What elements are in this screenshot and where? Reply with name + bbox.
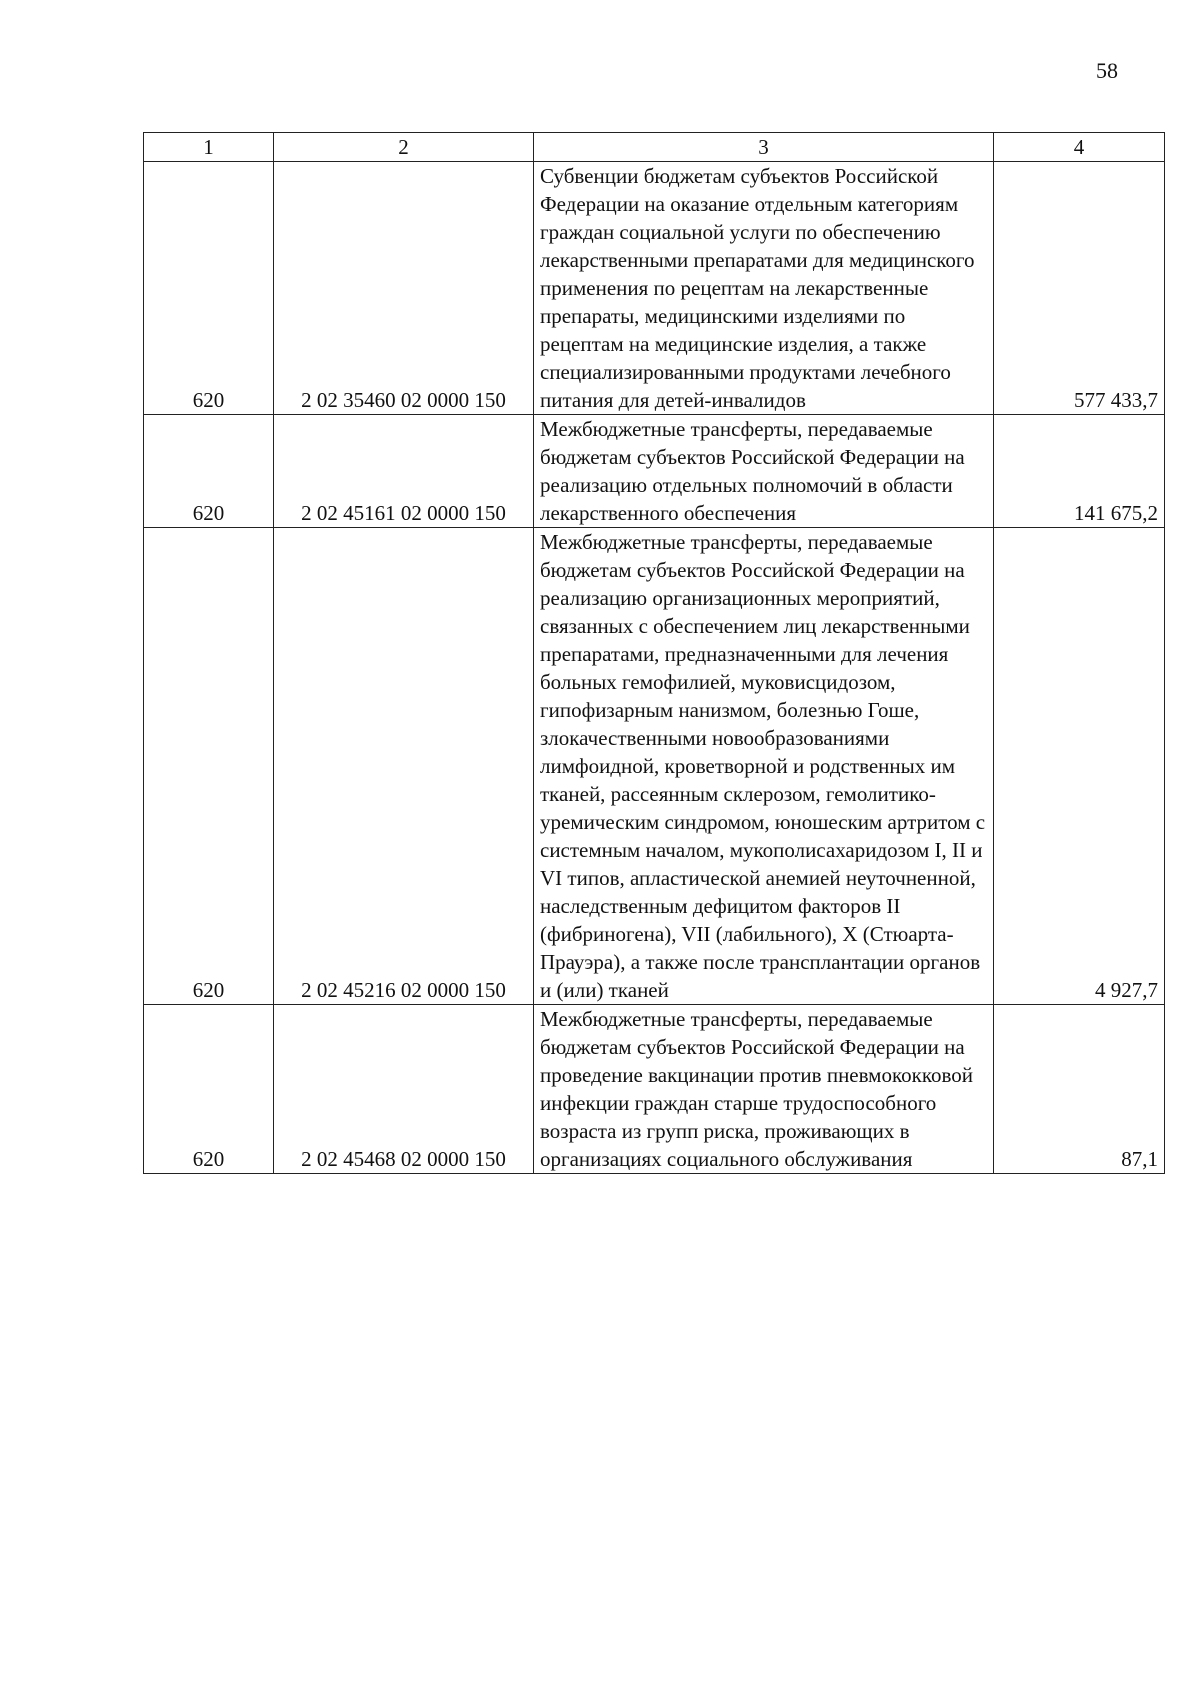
column-header: 3 bbox=[534, 133, 994, 162]
amount-cell: 87,1 bbox=[994, 1005, 1165, 1174]
amount-cell: 4 927,7 bbox=[994, 528, 1165, 1005]
budget-classification-code-cell: 2 02 35460 02 0000 150 bbox=[274, 162, 534, 415]
budget-revenue-table bbox=[143, 132, 1165, 1174]
revenue-name-cell: Межбюджетные трансферты, передаваемые бюджетам субъектов Российской Федерации на проведение вакцинации против пневмококковой инфекции граждан старше трудоспособного возраста из групп риска, проживающих в организациях социального обслуживания bbox=[534, 1005, 994, 1174]
amount-cell: 141 675,2 bbox=[994, 415, 1165, 528]
amount-cell: 577 433,7 bbox=[994, 162, 1165, 415]
column-header: 4 bbox=[994, 133, 1165, 162]
administrator-code-cell: 620 bbox=[144, 1005, 274, 1174]
revenue-name-cell: Субвенции бюджетам субъектов Российской Федерации на оказание отдельным категориям граждан социальной услуги по обеспечению лекарственными препаратами для медицинского применения по рецептам на лекарственные препараты, медицинскими изделиями по рецептам на медицинские изделия, а также специализированными продуктами лечебного питания для детей-инвалидов bbox=[534, 162, 994, 415]
administrator-code-cell: 620 bbox=[144, 528, 274, 1005]
table-row bbox=[144, 1005, 1165, 1174]
budget-classification-code-cell: 2 02 45468 02 0000 150 bbox=[274, 1005, 534, 1174]
budget-classification-code-cell: 2 02 45161 02 0000 150 bbox=[274, 415, 534, 528]
administrator-code-cell: 620 bbox=[144, 415, 274, 528]
revenue-name-cell: Межбюджетные трансферты, передаваемые бюджетам субъектов Российской Федерации на реализацию отдельных полномочий в области лекарственного обеспечения bbox=[534, 415, 994, 528]
budget-classification-code-cell: 2 02 45216 02 0000 150 bbox=[274, 528, 534, 1005]
page-number: 58 bbox=[1096, 58, 1118, 83]
revenue-name-cell: Межбюджетные трансферты, передаваемые бюджетам субъектов Российской Федерации на реализацию организационных мероприятий, связанных с обеспечением лиц лекарственными препаратами, предназначенными для лечения больных гемофилией, муковисцидозом, гипофизарным нанизмом, болезнью Гоше, злокачественными новообразованиями лимфоидной, кроветворной и родственных им тканей, рассеянным склерозом, гемолитико-уремическим синдромом, юношеским артритом с системным началом, мукополисахаридозом I, II и VI типов, апластической анемией неуточненной, наследственным дефицитом факторов II (фибриногена), VII (лабильного), X (Стюарта-Прауэра), а также после трансплантации органов и (или) тканей bbox=[534, 528, 994, 1005]
column-header: 1 bbox=[144, 133, 274, 162]
table-row bbox=[144, 415, 1165, 528]
administrator-code-cell: 620 bbox=[144, 162, 274, 415]
column-header: 2 bbox=[274, 133, 534, 162]
table-row bbox=[144, 162, 1165, 415]
table-header-row bbox=[144, 133, 1165, 162]
table-row bbox=[144, 528, 1165, 1005]
